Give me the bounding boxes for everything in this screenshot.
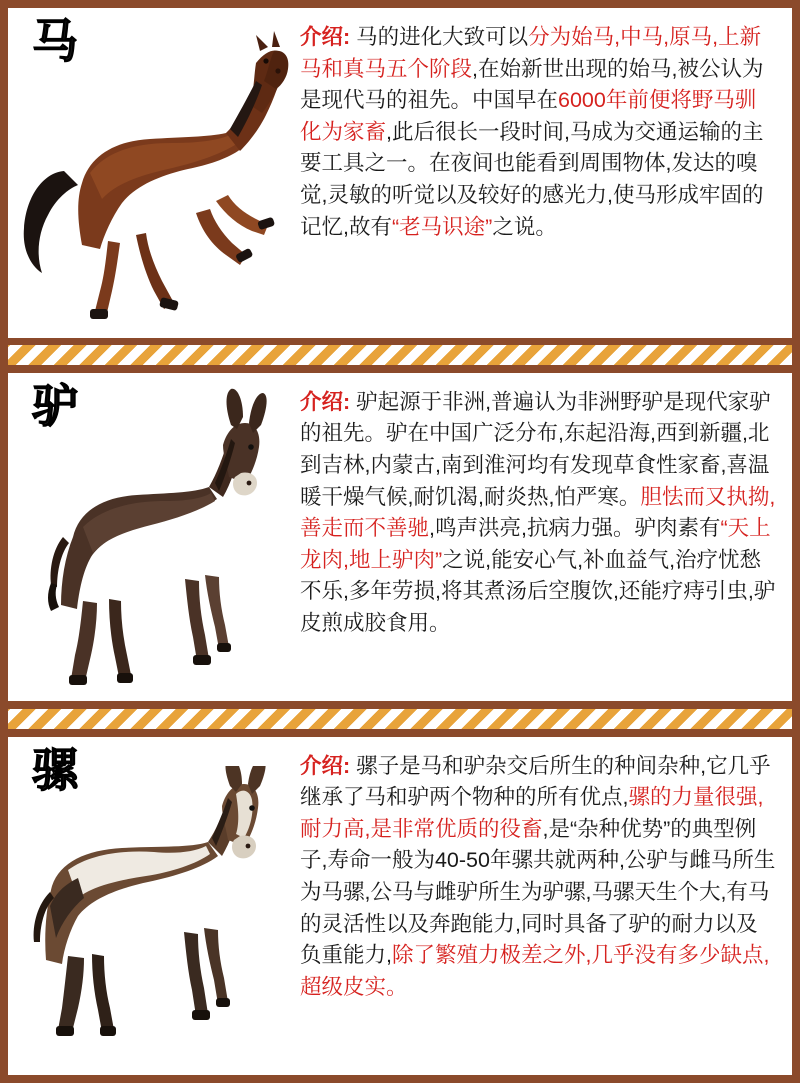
donkey-character-badge: 驴 [32, 379, 80, 432]
card-mule [8, 737, 792, 1075]
donkey-lead-label: 介绍: [300, 389, 351, 414]
mule-body-text [300, 754, 775, 999]
divider-2 [8, 709, 792, 729]
highlighted-text: “老马识途” [391, 214, 493, 239]
highlighted-text: 6000年前便将野马驯化为家畜 [300, 88, 757, 144]
donkey-image-container [8, 373, 296, 702]
donkey-description [296, 373, 792, 702]
donkey-photo [17, 387, 287, 687]
plain-text: ,是“杂种优势”的典型例子,寿命一般为40-50年骡共就两种,公驴与雌马所生为马骡,公马与雌驴所生为驴骡,马骡天生个大,有马的灵活性以及奔跑能力,同时具备了驴的耐力以及负重能力, [300, 816, 776, 968]
horse-image-container [8, 8, 296, 338]
plain-text: 之说,能安心气,补血益气,治疗忧愁不乐,多年劳损,将其煮汤后空腹饮,还能疗痔引虫,驴皮煎成胶食用。 [300, 547, 776, 635]
horse-body-text [300, 25, 763, 239]
mule-description [296, 737, 792, 1075]
horse-character-badge: 马 [32, 15, 80, 67]
plain-text: 驴起源于非洲,普遍认为非洲野驴是现代家驴的祖先。驴在中国广泛分布,东起沿海,西到新疆,北到吉林,内蒙古,南到淮河均有发现草食性家畜,喜温暖干燥气候,耐饥渴,耐炎热,怕严寒。 [300, 389, 771, 509]
mule-photo [12, 766, 292, 1046]
highlighted-text: 骡的力量很强,耐力高,是非常优质的役畜 [300, 785, 764, 841]
plain-text: 骡子是马和驴杂交后所生的种间杂种,它几乎继承了马和驴两个物种的所有优点, [300, 753, 771, 810]
plain-text: ,此后很长一段时间,马成为交通运输的主要工具之一。在夜间也能看到周围物体,发达的嗅觉,灵敏的听觉以及较好的感光力,使马形成牢固的记忆,故有 [300, 119, 764, 239]
plain-text: ,鸣声洪亮,抗病力强。驴肉素有 [429, 516, 721, 541]
card-horse [8, 8, 792, 338]
plain-text: 之说。 [492, 214, 557, 239]
divider-1 [8, 345, 792, 365]
card-donkey [8, 373, 792, 702]
horse-photo [12, 23, 292, 323]
donkey-body-text [300, 390, 775, 635]
mule-character-badge: 骡 [32, 743, 80, 796]
highlighted-text: 胆怯而又执拗,善走而不善驰 [300, 484, 776, 541]
plain-text: 马的进化大致可以 [356, 25, 529, 49]
horse-lead-label: 介绍: [300, 25, 351, 49]
highlighted-text: 除了繁殖力极差之外,几乎没有多少缺点,超级皮实。 [300, 943, 770, 999]
highlighted-text: 分为始马,中马,原马,上新马和真马五个阶段 [300, 25, 762, 81]
highlighted-text: “天上龙肉,地上驴肉” [300, 516, 771, 572]
horse-description [296, 8, 792, 338]
mule-lead-label: 介绍: [300, 753, 351, 778]
plain-text: ,在始新世出现的始马,被公认为是现代马的祖先。中国早在 [300, 56, 764, 113]
mule-image-container [8, 737, 296, 1075]
